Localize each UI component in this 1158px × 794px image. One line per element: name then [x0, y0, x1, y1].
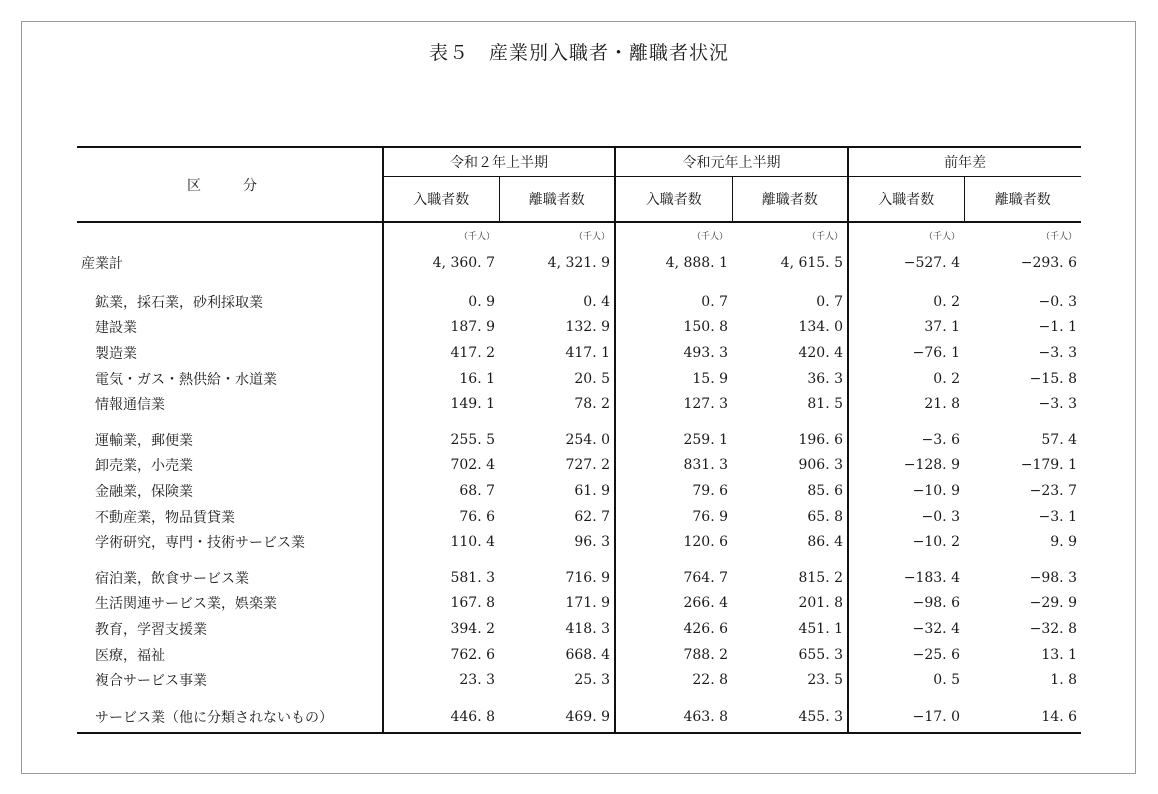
cell-value: 201. 8	[732, 591, 848, 617]
row-label: 鉱業，採石業，砂利採取業	[77, 289, 383, 315]
cell-value: 86. 4	[732, 529, 848, 555]
table-row	[77, 591, 1081, 617]
cell-value: 81. 5	[732, 391, 848, 417]
cell-value: 96. 3	[499, 529, 615, 555]
cell-value: 16. 1	[459, 370, 495, 387]
col-header: 離職者数	[732, 177, 848, 223]
row-label: 情報通信業	[77, 391, 383, 417]
cell-value: 78. 2	[499, 391, 615, 417]
cell-value: 906. 3	[732, 453, 848, 479]
cell-value: 134. 0	[732, 315, 848, 341]
cell-value: 13. 1	[1041, 646, 1077, 663]
cell-value: −32. 8	[1029, 620, 1077, 637]
table-row	[77, 315, 1081, 341]
col-header: 入職者数	[615, 177, 732, 223]
unit-label: （千人）	[732, 222, 848, 247]
cell-value: 463. 8	[615, 703, 732, 733]
cell-value: 36. 3	[732, 366, 848, 392]
cell-value: 4, 360. 7	[432, 255, 495, 271]
row-label: 生活関連サービス業，娯楽業	[77, 591, 383, 617]
row-label: 建設業	[77, 315, 383, 341]
cell-value: 788. 2	[683, 646, 728, 663]
cell-value: 65. 8	[732, 504, 848, 530]
cell-value: 451. 1	[732, 616, 848, 642]
table-row	[77, 453, 1081, 479]
table-row	[77, 642, 1081, 668]
cell-value: 76. 9	[692, 508, 728, 525]
cell-value: 581. 3	[450, 569, 495, 586]
cell-value: 417. 1	[499, 340, 615, 366]
spacer-row	[77, 693, 1081, 703]
industry-table	[77, 146, 1081, 734]
cell-value: 493. 3	[683, 344, 728, 361]
cell-value: −98. 6	[912, 595, 960, 612]
unit-label: （千人）	[499, 222, 615, 247]
cell-value: 110. 4	[450, 534, 495, 551]
cell-value: −98. 3	[1029, 569, 1077, 586]
cell-value: 702. 4	[450, 457, 495, 474]
row-label: 金融業，保険業	[77, 478, 383, 504]
cell-value: 455. 3	[732, 703, 848, 733]
table-row	[77, 667, 1081, 693]
unit-label: （千人）	[691, 231, 728, 242]
unit-label: （千人）	[923, 231, 960, 242]
cell-value: −76. 1	[912, 344, 960, 361]
cell-value: 418. 3	[499, 616, 615, 642]
cell-value: −3. 3	[1038, 396, 1077, 413]
cell-value: 668. 4	[499, 642, 615, 668]
cell-value: 9. 9	[1050, 534, 1077, 551]
cell-value: 25. 3	[499, 667, 615, 693]
table-row	[77, 391, 1081, 417]
cell-value: 420. 4	[732, 340, 848, 366]
row-label: 宿泊業，飲食サービス業	[77, 565, 383, 591]
cell-value: −3. 3	[1038, 344, 1077, 361]
row-label: 電気・ガス・熱供給・水道業	[77, 366, 383, 392]
row-label: 運輸業，郵便業	[77, 427, 383, 453]
cell-value: −128. 9	[903, 457, 960, 474]
table-row	[77, 247, 1081, 279]
cell-value: 23. 5	[732, 667, 848, 693]
cell-value: −0. 3	[1038, 293, 1077, 310]
kubun-header: 区 分	[77, 147, 383, 222]
cell-value: 417. 2	[450, 344, 495, 361]
cell-value: −10. 9	[912, 482, 960, 499]
cell-value: 21. 8	[924, 396, 960, 413]
cell-value: 4, 888. 1	[665, 255, 728, 271]
cell-value: 150. 8	[683, 319, 728, 336]
spacer-row	[77, 417, 1081, 427]
cell-value: −0. 3	[921, 508, 960, 525]
cell-value: 254. 0	[499, 427, 615, 453]
cell-value: −29. 9	[1029, 595, 1077, 612]
cell-value: 266. 4	[683, 595, 728, 612]
spacer-row	[77, 555, 1081, 565]
cell-value: 4, 615. 5	[732, 247, 848, 279]
cell-value: −293. 6	[1020, 255, 1077, 271]
cell-value: 255. 5	[450, 431, 495, 448]
cell-value: 1. 8	[1050, 672, 1077, 689]
cell-value: −179. 1	[1020, 457, 1077, 474]
cell-value: 149. 1	[450, 396, 495, 413]
cell-value: 120. 6	[683, 534, 728, 551]
cell-value: 0. 5	[933, 672, 960, 689]
cell-value: −25. 6	[912, 646, 960, 663]
cell-value: 23. 3	[459, 672, 495, 689]
table-row	[77, 703, 1081, 733]
table-row	[77, 340, 1081, 366]
table-row	[77, 289, 1081, 315]
table-row	[77, 427, 1081, 453]
cell-value: 127. 3	[683, 396, 728, 413]
group-header-diff: 前年差	[848, 147, 1081, 177]
spacer-row	[77, 279, 1081, 289]
cell-value: −23. 7	[1029, 482, 1077, 499]
cell-value: −3. 1	[1038, 508, 1077, 525]
cell-value: 0. 7	[701, 293, 728, 310]
col-header: 離職者数	[964, 177, 1081, 223]
cell-value: 20. 5	[499, 366, 615, 392]
group-header-r2: 令和２年上半期	[383, 147, 615, 177]
cell-value: 0. 7	[732, 289, 848, 315]
cell-value: 196. 6	[732, 427, 848, 453]
table-row	[77, 565, 1081, 591]
cell-value: 831. 3	[683, 457, 728, 474]
col-header: 離職者数	[499, 177, 615, 223]
row-label: 産業計	[77, 247, 383, 279]
cell-value: 68. 7	[459, 482, 495, 499]
table-row	[77, 478, 1081, 504]
cell-value: 79. 6	[692, 482, 728, 499]
cell-value: −3. 6	[921, 431, 960, 448]
cell-value: 167. 8	[450, 595, 495, 612]
cell-value: 76. 6	[459, 508, 495, 525]
col-header: 入職者数	[383, 177, 499, 223]
cell-value: −1. 1	[1038, 319, 1077, 336]
cell-value: 259. 1	[683, 431, 728, 448]
cell-value: 4, 321. 9	[499, 247, 615, 279]
cell-value: 764. 7	[683, 569, 728, 586]
cell-value: −183. 4	[903, 569, 960, 586]
cell-value: 61. 9	[499, 478, 615, 504]
unit-label: （千人）	[458, 231, 495, 242]
row-label: サービス業（他に分類されないもの）	[77, 703, 383, 733]
cell-value: 57. 4	[1041, 431, 1077, 448]
cell-value: 0. 2	[933, 370, 960, 387]
row-label: 卸売業，小売業	[77, 453, 383, 479]
row-label: 学術研究，専門・技術サービス業	[77, 529, 383, 555]
cell-value: 187. 9	[450, 319, 495, 336]
cell-value: −15. 8	[1029, 370, 1077, 387]
cell-value: 0. 2	[933, 293, 960, 310]
cell-value: 85. 6	[732, 478, 848, 504]
cell-value: 446. 8	[383, 703, 499, 733]
group-header-r1: 令和元年上半期	[615, 147, 848, 177]
cell-value: 0. 4	[499, 289, 615, 315]
table-row	[77, 504, 1081, 530]
row-label: 教育，学習支援業	[77, 616, 383, 642]
cell-value: 132. 9	[499, 315, 615, 341]
cell-value: 655. 3	[732, 642, 848, 668]
table-title: 表５ 産業別入職者・離職者状況	[428, 42, 729, 64]
row-label: 不動産業，物品賃貸業	[77, 504, 383, 530]
cell-value: 62. 7	[499, 504, 615, 530]
cell-value: −10. 2	[912, 534, 960, 551]
unit-row	[77, 222, 1081, 247]
cell-value: 762. 6	[450, 646, 495, 663]
cell-value: 37. 1	[924, 319, 960, 336]
cell-value: 22. 8	[692, 672, 728, 689]
cell-value: 0. 9	[468, 293, 495, 310]
cell-value: −32. 4	[912, 620, 960, 637]
cell-value: 15. 9	[692, 370, 728, 387]
table-row	[77, 616, 1081, 642]
table-row	[77, 529, 1081, 555]
cell-value: −17. 0	[848, 703, 964, 733]
cell-value: 727. 2	[499, 453, 615, 479]
row-label: 製造業	[77, 340, 383, 366]
cell-value: 815. 2	[732, 565, 848, 591]
col-header: 入職者数	[848, 177, 964, 223]
table-row	[77, 366, 1081, 392]
row-label: 複合サービス事業	[77, 667, 383, 693]
cell-value: 171. 9	[499, 591, 615, 617]
cell-value: 426. 6	[683, 620, 728, 637]
row-label: 医療，福祉	[77, 642, 383, 668]
cell-value: 716. 9	[499, 565, 615, 591]
cell-value: −527. 4	[903, 255, 960, 271]
cell-value: 14. 6	[964, 703, 1081, 733]
unit-label: （千人）	[1040, 231, 1077, 242]
cell-value: 469. 9	[499, 703, 615, 733]
table-body	[77, 222, 1081, 733]
cell-value: 394. 2	[450, 620, 495, 637]
